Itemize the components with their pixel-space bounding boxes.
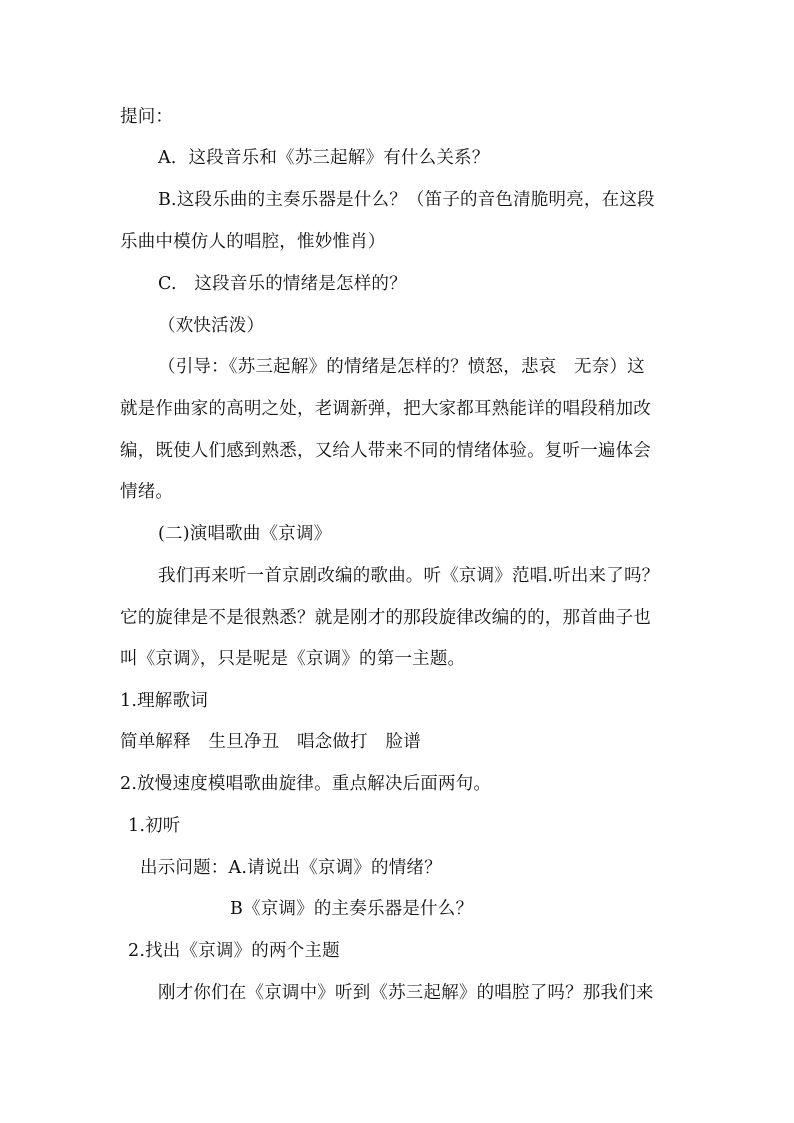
text-line-10: 情绪。 — [120, 482, 174, 502]
text-line-8: 就是作曲家的高明之处，老调新弹，把大家都耳熟能详的唱段稍加改 — [120, 399, 651, 419]
text-line-14: 叫《京调》，只是呢是《京调》的第一主题。 — [120, 649, 466, 669]
text-line-21: 2.找出《京调》的两个主题 — [128, 941, 340, 961]
text-line-20: B《京调》的主奏乐器是什么？ — [230, 899, 474, 919]
text-line-5: C. 这段音乐的情绪是怎样的？ — [158, 274, 407, 294]
text-line-17: 2.放慢速度模唱歌曲旋律。重点解决后面两句。 — [120, 774, 492, 794]
text-line-1: 提问： — [120, 107, 174, 127]
text-line-22: 刚才你们在《京调中》听到《苏三起解》的唱腔了吗？那我们来 — [158, 983, 654, 1003]
text-line-4: 乐曲中模仿人的唱腔，惟妙惟肖） — [120, 232, 386, 252]
text-line-16: 简单解释 生旦净丑 唱念做打 脸谱 — [120, 732, 421, 752]
text-line-12: 我们再来听一首京剧改编的歌曲。听《京调》范唱.听出来了吗？ — [158, 566, 660, 586]
text-line-9: 编，既使人们感到熟悉，又给人带来不同的情绪体验。复听一遍体会 — [120, 441, 651, 461]
text-line-7: （引导：《苏三起解》的情绪是怎样的？愤怒，悲哀 无奈）这 — [158, 357, 645, 377]
text-line-19: 出示问题：A.请说出《京调》的情绪？ — [140, 858, 442, 878]
text-line-15: 1.理解歌词 — [120, 691, 208, 711]
text-line-13: 它的旋律是不是很熟悉？就是刚才的那段旋律改编的的，那首曲子也 — [120, 608, 651, 628]
text-line-11: (二)演唱歌曲《京调》 — [158, 524, 332, 544]
text-line-2: A．这段音乐和《苏三起解》有什么关系？ — [158, 148, 490, 168]
text-line-3: B.这段乐曲的主奏乐器是什么？（笛子的音色清脆明亮，在这段 — [158, 190, 655, 210]
text-line-18: 1.初听 — [128, 816, 181, 836]
text-line-6: （欢快活泼） — [158, 316, 265, 336]
